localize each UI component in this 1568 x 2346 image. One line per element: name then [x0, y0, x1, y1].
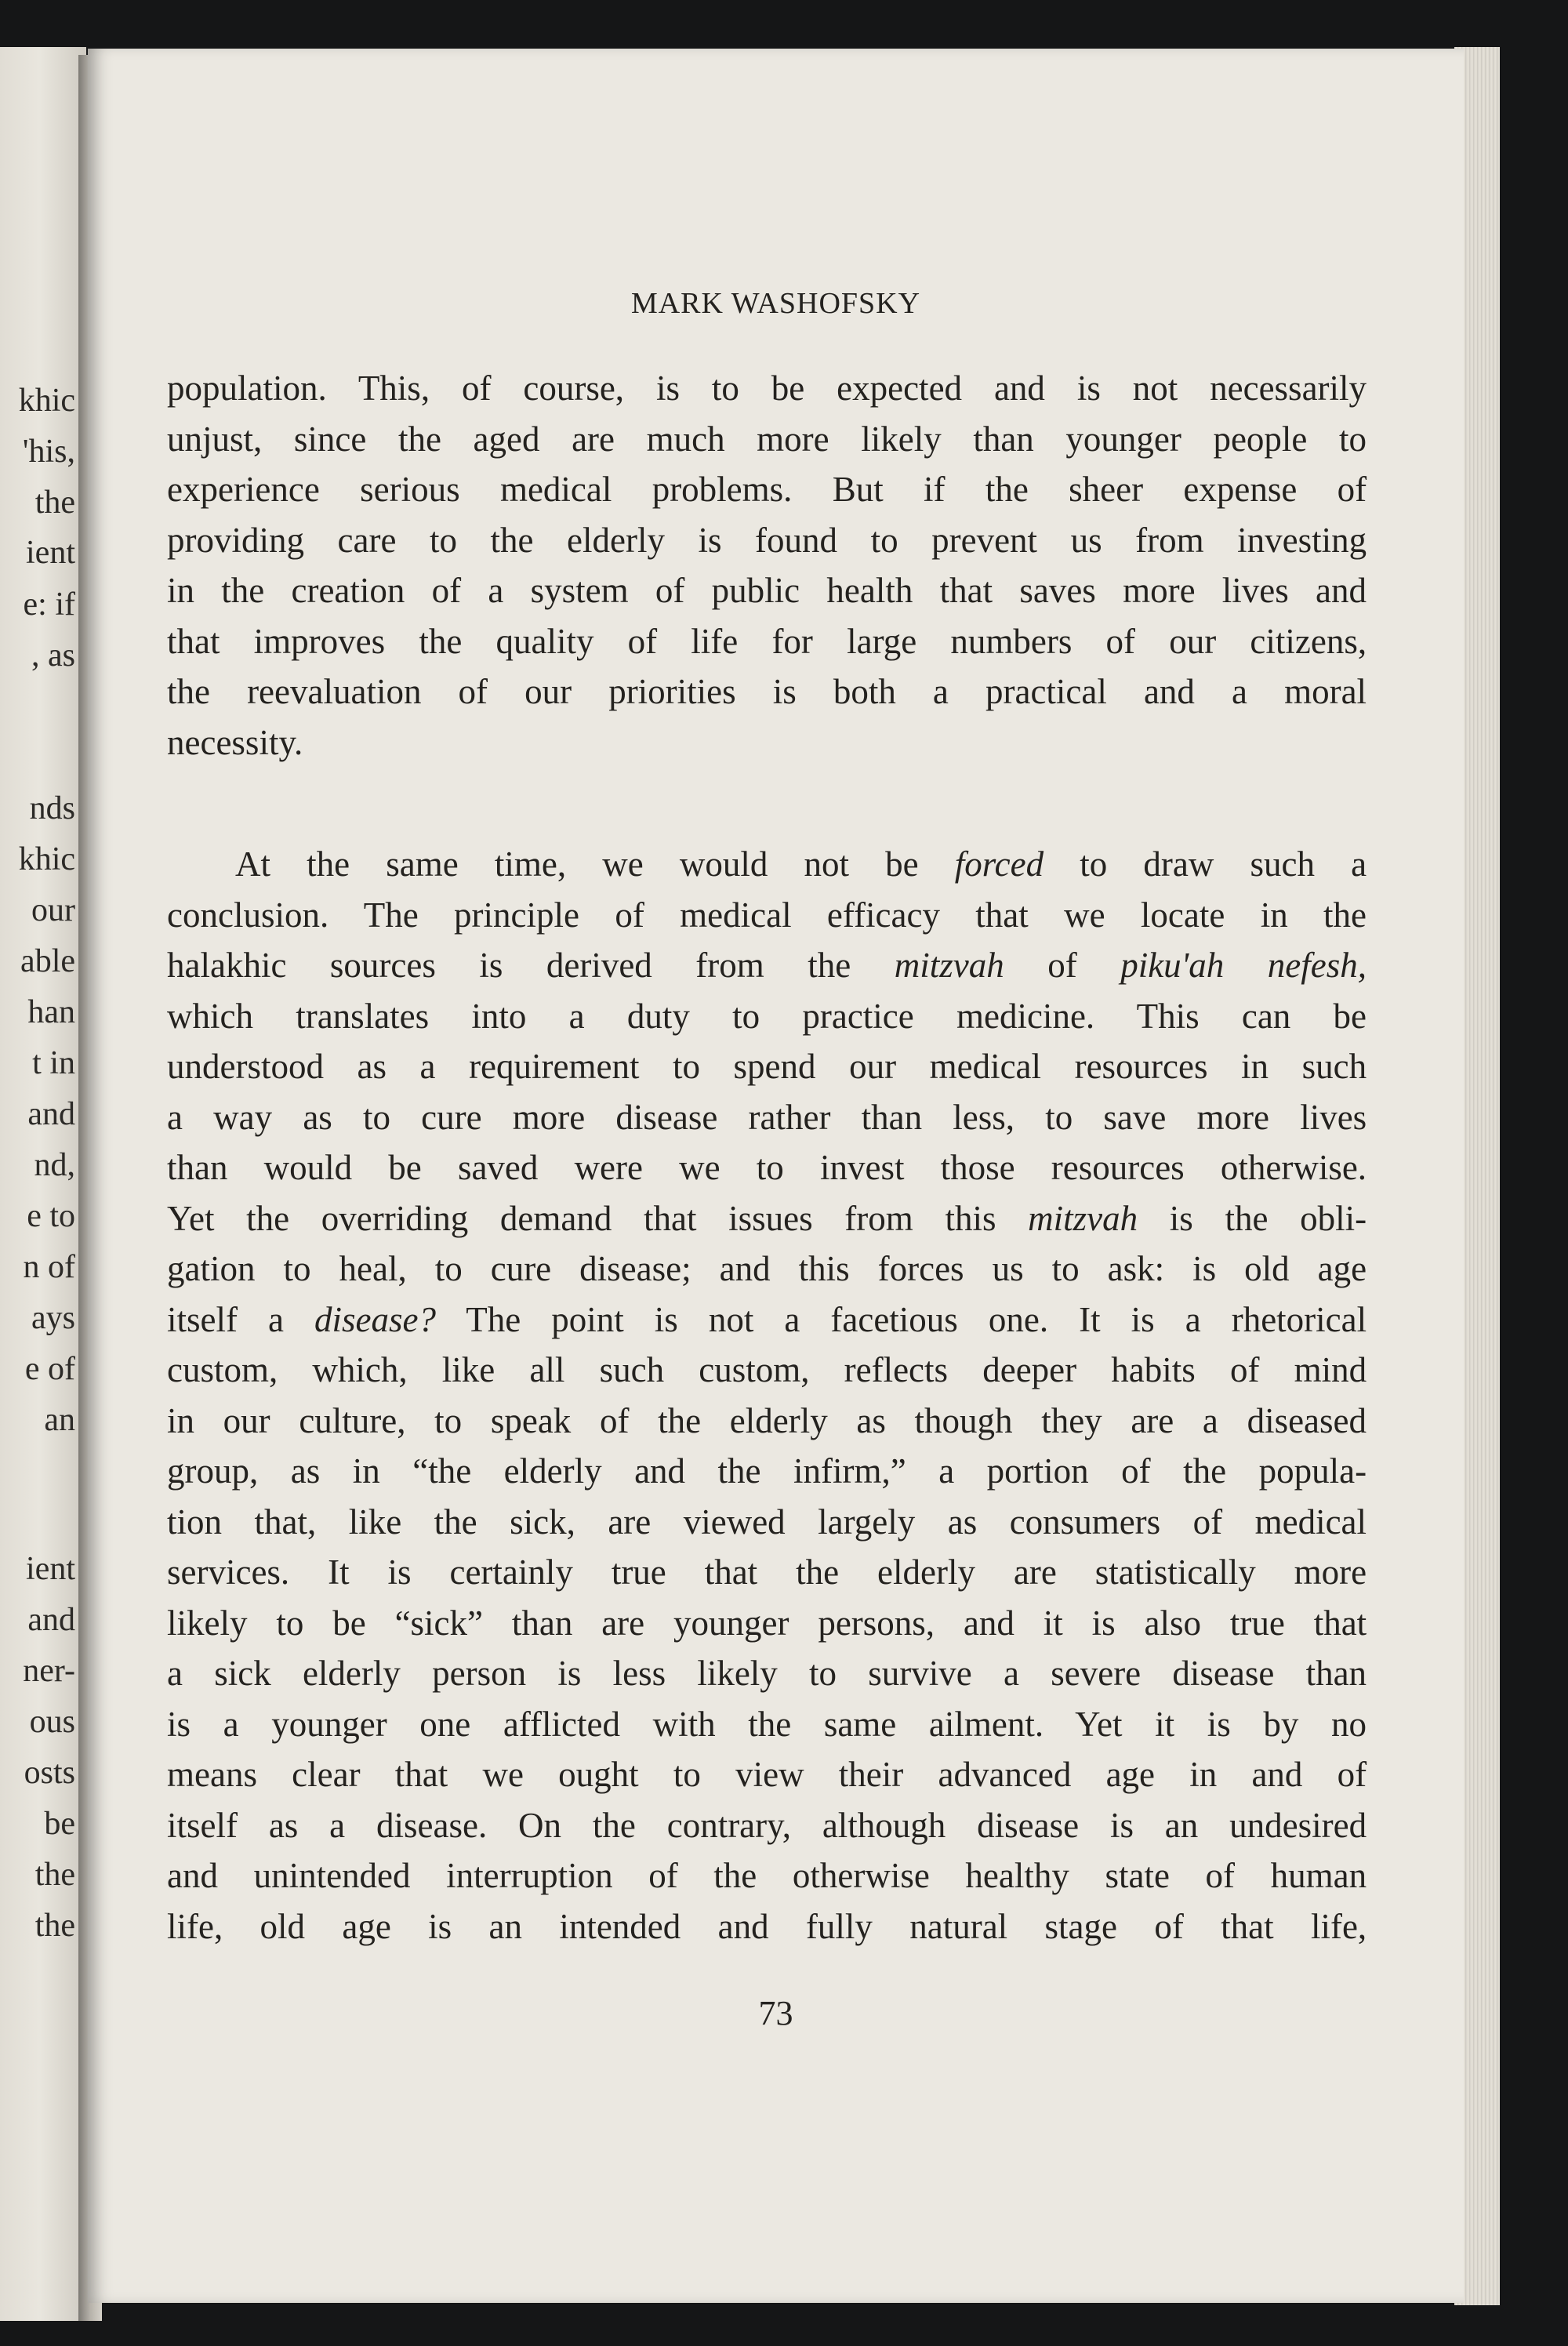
text-line: population. This, of course, is to be expected and is not necessarily: [167, 369, 1367, 408]
text-line: itself a disease? The point is not a facetious one. It is a rhetorical: [167, 1299, 1367, 1339]
left-page-fragment: nd,: [34, 1147, 75, 1183]
left-page-fragment: e of: [24, 1351, 75, 1387]
text-line: unjust, since the aged are much more likely than younger people to: [167, 419, 1367, 459]
text-line: in our culture, to speak of the elderly as though they are a diseased: [167, 1400, 1367, 1440]
text-line: that improves the quality of life for large numbers of our citizens,: [167, 621, 1367, 661]
left-page-fragment: and: [27, 1096, 75, 1132]
text-line: understood as a requirement to spend our medical resources in such: [167, 1047, 1367, 1086]
previous-page-edge: [0, 47, 86, 2321]
text-line: likely to be “sick” than are younger persons, and it is also true that: [167, 1603, 1367, 1643]
left-page-fragment: khic: [18, 841, 75, 877]
text-line: and unintended interruption of the otherwise healthy state of human: [167, 1856, 1367, 1895]
text-line: gation to heal, to cure disease; and this forces us to ask: is old age: [167, 1249, 1367, 1288]
text-line: halakhic sources is derived from the mitzvah of piku'ah nefesh,: [167, 946, 1367, 985]
text-line: itself as a disease. On the contrary, although disease is an undesired: [167, 1805, 1367, 1845]
text-line: services. It is certainly true that the elderly are statistically more: [167, 1552, 1367, 1592]
left-page-fragment: our: [31, 892, 75, 928]
text-line: conclusion. The principle of medical efficacy that we locate in the: [167, 895, 1367, 935]
left-page-fragment: the: [34, 485, 75, 521]
text-line: which translates into a duty to practice medicine. This can be: [167, 996, 1367, 1036]
text-line: is a younger one afflicted with the same ailment. Yet it is by no: [167, 1704, 1367, 1744]
text-line: a sick elderly person is less likely to survive a severe disease than: [167, 1654, 1367, 1693]
left-page-fragment: ient: [26, 535, 75, 571]
text-line: means clear that we ought to view their advanced age in and of: [167, 1755, 1367, 1794]
left-page-fragment: e: if: [23, 586, 75, 623]
left-page-fragment: khic: [18, 383, 75, 419]
left-page-fragment: e to: [27, 1198, 75, 1234]
left-page-fragment: ous: [29, 1704, 75, 1740]
left-page-fragment: the: [34, 1908, 75, 1944]
left-page-fragment: nds: [29, 790, 75, 826]
text-line: experience serious medical problems. But if the sheer expense of: [167, 470, 1367, 509]
text-line: necessity.: [167, 722, 303, 762]
left-page-fragment: the: [34, 1857, 75, 1893]
left-page-fragment: ient: [26, 1551, 75, 1587]
left-page-fragment: and: [27, 1602, 75, 1638]
text-line: a way as to cure more disease rather than less, to save more lives: [167, 1097, 1367, 1137]
left-page-fragment: an: [44, 1402, 75, 1438]
left-page-fragment: , as: [31, 637, 75, 674]
page-number: 73: [758, 1994, 793, 2032]
text-line: the reevaluation of our priorities is both a practical and a moral: [167, 672, 1367, 711]
left-page-fragment: ner-: [23, 1653, 75, 1689]
left-page-fragment: able: [20, 943, 75, 979]
text-line: custom, which, like all such custom, reflects deeper habits of mind: [167, 1350, 1367, 1389]
text-line: than would be saved were we to invest those resources otherwise.: [167, 1148, 1367, 1187]
left-page-fragment: osts: [24, 1755, 75, 1791]
left-page-fragment: t in: [32, 1045, 75, 1081]
running-head: MARK WASHOFSKY: [630, 287, 921, 320]
text-line: providing care to the elderly is found to prevent us from investing: [167, 520, 1367, 560]
left-page-fragment: 'his,: [22, 434, 75, 470]
text-line: in the creation of a system of public health that saves more lives and: [167, 571, 1367, 610]
left-page-fragment: be: [44, 1806, 75, 1842]
text-line: Yet the overriding demand that issues from this mitzvah is the obli-: [167, 1198, 1367, 1238]
text-line: tion that, like the sick, are viewed largely as consumers of medical: [167, 1502, 1367, 1542]
text-line: At the same time, we would not be forced to draw such a: [235, 844, 1367, 884]
left-page-fragment: ays: [31, 1300, 75, 1336]
book-page: [88, 49, 1464, 2303]
text-line: group, as in “the elderly and the infirm,” a portion of the popula-: [167, 1451, 1367, 1491]
left-page-fragment: han: [27, 994, 75, 1030]
left-page-fragment: n of: [23, 1249, 75, 1285]
text-line: life, old age is an intended and fully natural stage of that life,: [167, 1906, 1367, 1946]
